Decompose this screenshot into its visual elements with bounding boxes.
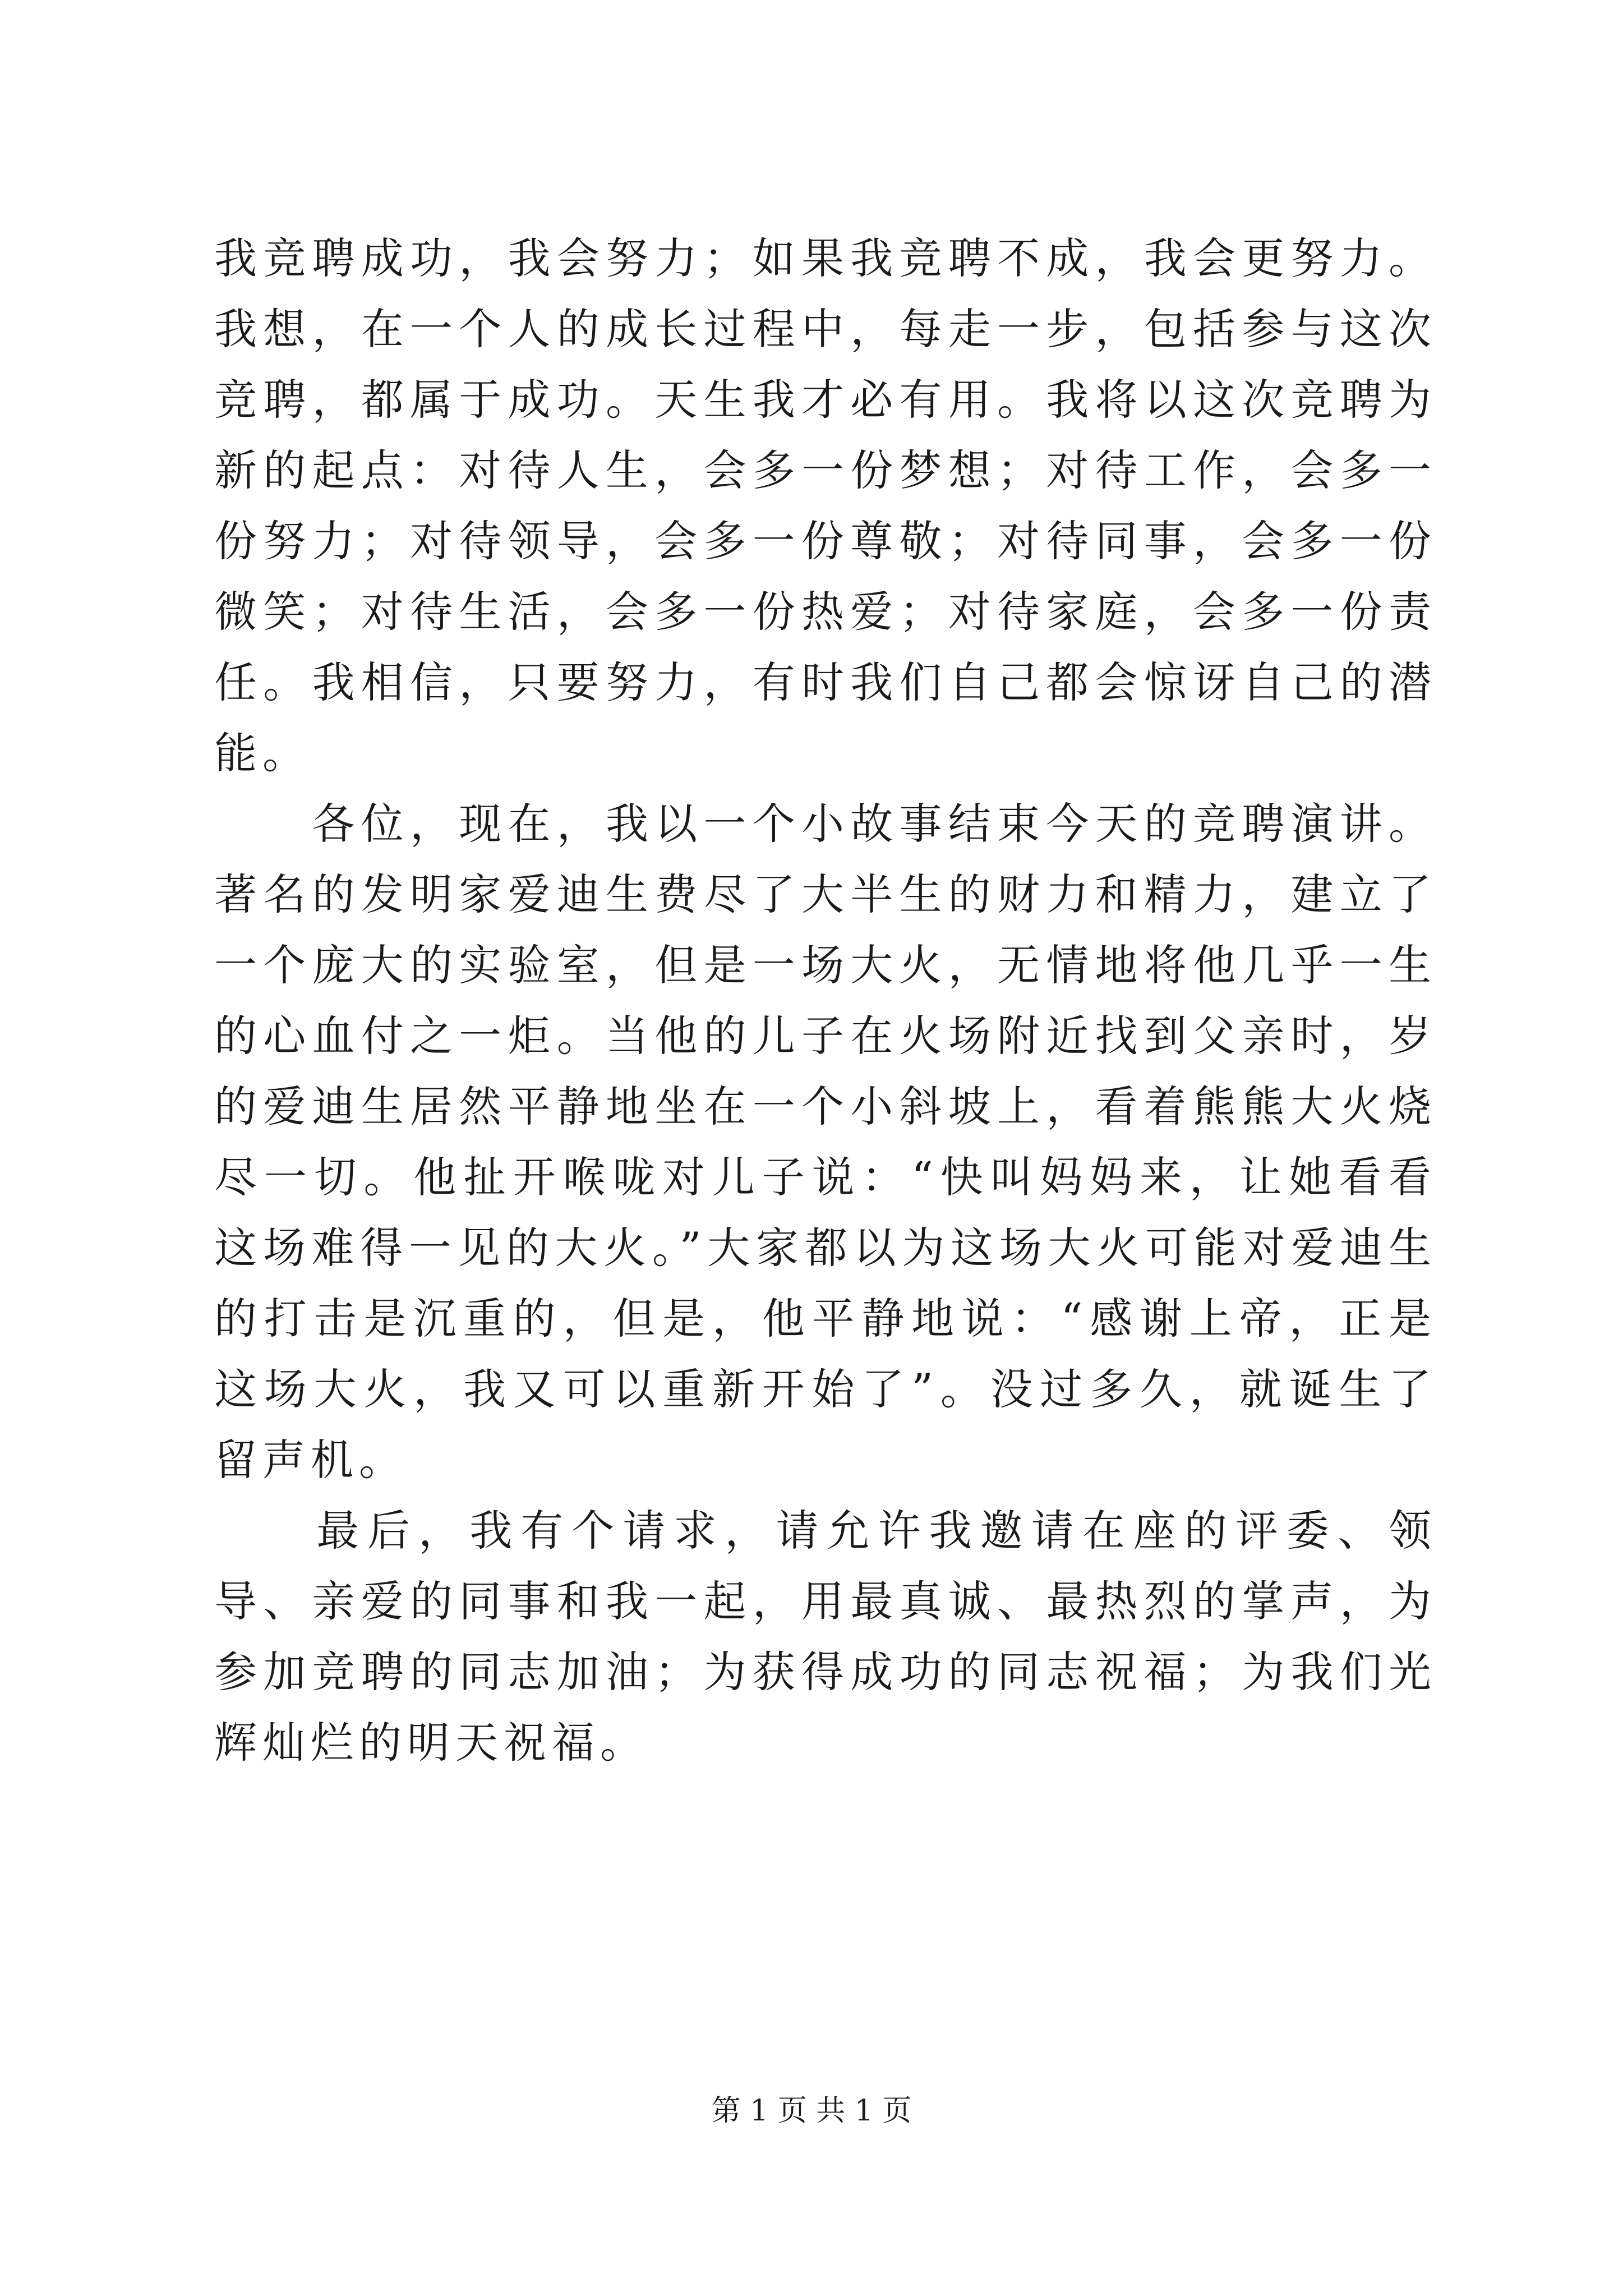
page-footer: 第 1 页 共 1 页 — [711, 2094, 912, 2128]
paragraph-3: 最后，我有个请求，请允许我邀请在座的评委、领导、亲爱的同事和我一起，用最真诚、最热烈的掌声，为参加竞聘的同志加油；为获得成功的同志祝福；为我们光辉灿烂的明天祝福。 — [214, 1506, 1437, 1768]
paragraph-1: 我竞聘成功，我会努力；如果我竞聘不成，我会更努力。我想，在一个人的成长过程中，每走一步，包括参与这次竞聘，都属于成功。天生我才必有用。我将以这次竞聘为新的起点：对待人生，会多一份梦想；对待工作，会多一份努力；对待领导，会多一份尊敬；对待同事，会多一份微笑；对待生活，会多一份热爱；对待家庭，会多一份责任。我相信，只要努力，有时我们自己都会惊讶自己的潜能。 — [214, 233, 1437, 778]
paragraph-2: 各位，现在，我以一个小故事结束今天的竞聘演讲。著名的发明家爱迪生费尽了大半生的财力和精力，建立了一个庞大的实验室，但是一场大火，无情地将他几乎一生的心血付之一炬。当他的儿子在火场附近找到父亲时，岁的爱迪生居然平静地坐在一个小斜坡上，看着熊熊大火烧尽一切。他扯开喉咙对儿子说：“快叫妈妈来，让她看看这场难得一见的大火。”大家都以为这场大火可能对爱迪生的打击是沉重的，但是，他平静地说：“感谢上帝，正是这场大火，我又可以重新开始了”。没过多久，就诞生了留声机。 — [214, 799, 1437, 1485]
document-body — [214, 223, 1437, 1778]
